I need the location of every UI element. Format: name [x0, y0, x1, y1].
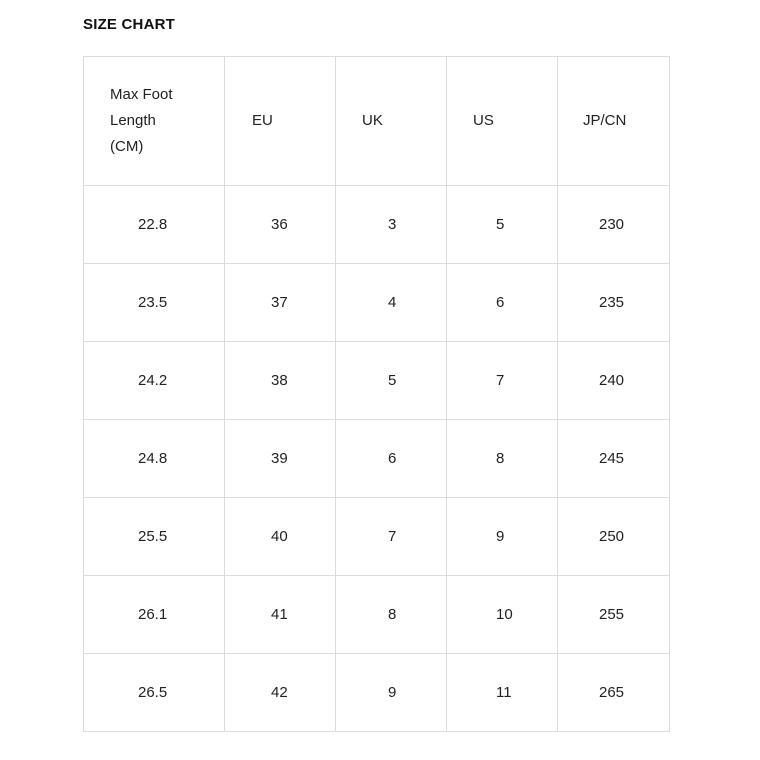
table-row — [84, 420, 670, 498]
cell-uk: 9 — [336, 654, 447, 732]
cell-uk: 5 — [336, 342, 447, 420]
cell-us: 11 — [447, 654, 558, 732]
size-chart-table — [83, 56, 670, 732]
cell-jp-cn: 245 — [558, 420, 670, 498]
cell-foot-length: 26.1 — [84, 576, 225, 654]
cell-foot-length: 24.2 — [84, 342, 225, 420]
column-header-us: US — [447, 57, 558, 186]
cell-jp-cn: 235 — [558, 264, 670, 342]
cell-us: 7 — [447, 342, 558, 420]
header-line: (CM) — [110, 138, 144, 155]
cell-uk: 6 — [336, 420, 447, 498]
table-header-row — [84, 57, 670, 186]
cell-eu: 38 — [225, 342, 336, 420]
cell-foot-length: 23.5 — [84, 264, 225, 342]
cell-eu: 42 — [225, 654, 336, 732]
table-row — [84, 264, 670, 342]
cell-us: 9 — [447, 498, 558, 576]
cell-us: 5 — [447, 186, 558, 264]
table-row — [84, 342, 670, 420]
cell-jp-cn: 250 — [558, 498, 670, 576]
cell-us: 6 — [447, 264, 558, 342]
table-row — [84, 576, 670, 654]
cell-eu: 39 — [225, 420, 336, 498]
cell-foot-length: 25.5 — [84, 498, 225, 576]
table-row — [84, 186, 670, 264]
cell-jp-cn: 230 — [558, 186, 670, 264]
cell-eu: 40 — [225, 498, 336, 576]
header-line: Max Foot — [110, 86, 173, 103]
cell-uk: 8 — [336, 576, 447, 654]
cell-eu: 36 — [225, 186, 336, 264]
table-row — [84, 654, 670, 732]
cell-uk: 3 — [336, 186, 447, 264]
column-header-uk: UK — [336, 57, 447, 186]
column-header-foot-length — [84, 57, 225, 186]
cell-uk: 7 — [336, 498, 447, 576]
cell-us: 10 — [447, 576, 558, 654]
column-header-jp-cn: JP/CN — [558, 57, 670, 186]
cell-uk: 4 — [336, 264, 447, 342]
header-line: Length — [110, 112, 156, 129]
table-row — [84, 498, 670, 576]
column-header-eu: EU — [225, 57, 336, 186]
cell-foot-length: 24.8 — [84, 420, 225, 498]
cell-us: 8 — [447, 420, 558, 498]
cell-jp-cn: 240 — [558, 342, 670, 420]
page-title: SIZE CHART — [83, 16, 175, 33]
cell-jp-cn: 255 — [558, 576, 670, 654]
cell-eu: 41 — [225, 576, 336, 654]
cell-jp-cn: 265 — [558, 654, 670, 732]
cell-foot-length: 22.8 — [84, 186, 225, 264]
cell-foot-length: 26.5 — [84, 654, 225, 732]
cell-eu: 37 — [225, 264, 336, 342]
